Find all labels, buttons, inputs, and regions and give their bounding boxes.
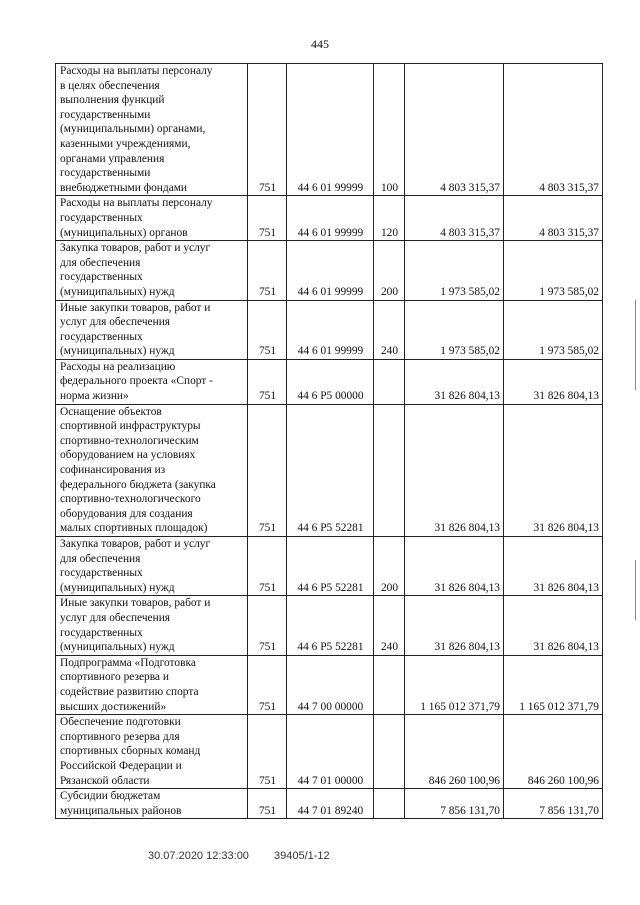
expense-type-code: 120 (374, 196, 405, 241)
description-line: Расходы на выплаты персоналу (60, 65, 213, 77)
expense-description (56, 655, 248, 714)
table-row (56, 655, 603, 714)
expense-type-code: 200 (374, 241, 405, 300)
footer-timestamp: 30.07.2020 12:33:00 (148, 850, 249, 862)
target-article-code: 44 6 P5 52281 (287, 404, 374, 536)
amount-executed: 4 803 315,37 (504, 64, 603, 196)
description-line: спортивно-технологического (60, 493, 201, 506)
expense-description (56, 404, 248, 536)
description-line: в целях обеспечения (60, 79, 160, 92)
description-line: Закупка товаров, работ и услуг (60, 242, 211, 255)
amount-approved: 1 973 585,02 (405, 241, 504, 300)
expense-type-code (374, 404, 405, 536)
table-row (56, 596, 603, 655)
description-line: содействие развитию спорта (60, 685, 199, 698)
description-line: Субсидии бюджетам (60, 790, 161, 803)
expense-type-code: 100 (374, 64, 405, 196)
table-row (56, 537, 603, 596)
description-line: казенными учреждениями, (60, 137, 191, 150)
expense-type-code (374, 715, 405, 789)
admin-code: 751 (248, 300, 287, 359)
table-row (56, 300, 603, 359)
amount-executed: 4 803 315,37 (504, 196, 603, 241)
scan-edge-mark (635, 560, 636, 620)
target-article-code: 44 7 00 00000 (287, 655, 374, 714)
amount-executed: 31 826 804,13 (504, 359, 603, 404)
admin-code: 751 (248, 196, 287, 241)
expense-description (56, 789, 248, 819)
description-line: (муниципальных) нужд (60, 285, 175, 298)
expense-description (56, 359, 248, 404)
expense-description (56, 596, 248, 655)
description-line: федерального проекта «Спорт - (60, 375, 213, 388)
description-line: для обеспечения (60, 256, 141, 269)
table-row (56, 715, 603, 789)
target-article-code: 44 7 01 89240 (287, 789, 374, 819)
target-article-code: 44 6 P5 00000 (287, 359, 374, 404)
description-line: малых спортивных площадок) (60, 522, 208, 535)
description-line: (муниципальными) органами, (60, 123, 206, 136)
target-article-code: 44 6 P5 52281 (287, 596, 374, 655)
target-article-code: 44 6 01 99999 (287, 241, 374, 300)
description-line: Расходы на реализацию (60, 360, 176, 373)
description-line: высших достижений» (60, 700, 167, 713)
description-line: (муниципальных) нужд (60, 581, 175, 594)
description-line: органами управления (60, 152, 165, 165)
amount-approved: 31 826 804,13 (405, 359, 504, 404)
amount-approved: 1 165 012 371,79 (405, 655, 504, 714)
footer-doc-code: 39405/1-12 (274, 850, 330, 862)
expense-type-code: 200 (374, 537, 405, 596)
target-article-code: 44 6 01 99999 (287, 300, 374, 359)
scan-edge-mark (635, 300, 636, 390)
expense-description (56, 241, 248, 300)
amount-executed: 846 260 100,96 (504, 715, 603, 789)
amount-approved: 31 826 804,13 (405, 596, 504, 655)
amount-approved: 31 826 804,13 (405, 537, 504, 596)
document-footer (148, 850, 352, 862)
table-row (56, 359, 603, 404)
description-line: муниципальных районов (60, 804, 182, 817)
target-article-code: 44 7 01 00000 (287, 715, 374, 789)
admin-code: 751 (248, 359, 287, 404)
expense-description (56, 537, 248, 596)
amount-approved: 4 803 315,37 (405, 196, 504, 241)
description-line: государственными (60, 108, 151, 121)
amount-executed: 1 973 585,02 (504, 300, 603, 359)
amount-approved: 31 826 804,13 (405, 404, 504, 536)
description-line: Обеспечение подготовки (60, 716, 181, 729)
description-line: государственных (60, 567, 143, 580)
description-line: спортивно-технологическим (60, 434, 199, 447)
description-line: государственных (60, 330, 143, 343)
description-line: оборудования для создания (60, 507, 193, 520)
description-line: услуг для обеспечения (60, 611, 171, 624)
table-row (56, 64, 603, 196)
target-article-code: 44 6 01 99999 (287, 196, 374, 241)
amount-executed: 31 826 804,13 (504, 596, 603, 655)
description-line: Подпрограмма «Подготовка (60, 656, 196, 669)
description-line: норма жизни» (60, 390, 129, 403)
admin-code: 751 (248, 655, 287, 714)
amount-executed: 1 165 012 371,79 (504, 655, 603, 714)
description-line: (муниципальных) органов (60, 226, 188, 239)
amount-executed: 7 856 131,70 (504, 789, 603, 819)
description-line: услуг для обеспечения (60, 316, 171, 329)
description-line: (муниципальных) нужд (60, 345, 175, 358)
description-line: спортивного резерва для (60, 730, 180, 743)
amount-approved: 1 973 585,02 (405, 300, 504, 359)
admin-code: 751 (248, 596, 287, 655)
admin-code: 751 (248, 789, 287, 819)
expense-type-code: 240 (374, 596, 405, 655)
description-line: государственных (60, 211, 143, 224)
description-line: государственных (60, 271, 143, 284)
description-line: для обеспечения (60, 552, 141, 565)
amount-executed: 31 826 804,13 (504, 537, 603, 596)
description-line: государственных (60, 626, 143, 639)
description-line: софинансирования из (60, 464, 166, 477)
description-line: спортивных сборных команд (60, 745, 201, 758)
admin-code: 751 (248, 537, 287, 596)
description-line: оборудованием на условиях (60, 449, 196, 462)
target-article-code: 44 6 P5 52281 (287, 537, 374, 596)
target-article-code: 44 6 01 99999 (287, 64, 374, 196)
amount-approved: 7 856 131,70 (405, 789, 504, 819)
description-line: Рязанской области (60, 774, 150, 787)
expense-description (56, 300, 248, 359)
amount-executed: 1 973 585,02 (504, 241, 603, 300)
admin-code: 751 (248, 64, 287, 196)
table-row (56, 789, 603, 819)
description-line: Расходы на выплаты персоналу (60, 197, 213, 210)
description-line: внебюджетными фондами (60, 181, 188, 194)
description-line: Оснащение объектов (60, 405, 162, 418)
amount-approved: 846 260 100,96 (405, 715, 504, 789)
budget-table-body (56, 64, 603, 819)
admin-code: 751 (248, 404, 287, 536)
description-line: выполнения функций (60, 94, 165, 107)
amount-executed: 31 826 804,13 (504, 404, 603, 536)
page-number: 445 (311, 37, 329, 51)
description-line: (муниципальных) нужд (60, 641, 175, 654)
description-line: спортивного резерва и (60, 671, 169, 684)
expense-type-code: 240 (374, 300, 405, 359)
expense-type-code (374, 359, 405, 404)
expense-description (56, 715, 248, 789)
expense-type-code (374, 789, 405, 819)
description-line: Закупка товаров, работ и услуг (60, 538, 211, 550)
expense-description (56, 196, 248, 241)
description-line: Российской Федерации и (60, 759, 182, 772)
description-line: Иные закупки товаров, работ и (60, 597, 211, 610)
admin-code: 751 (248, 241, 287, 300)
table-row (56, 196, 603, 241)
budget-table (55, 63, 603, 819)
description-line: государственными (60, 167, 151, 180)
table-row (56, 241, 603, 300)
table-row (56, 404, 603, 536)
expense-description (56, 64, 248, 196)
amount-approved: 4 803 315,37 (405, 64, 504, 196)
expense-type-code (374, 655, 405, 714)
description-line: спортивной инфраструктуры (60, 420, 201, 433)
description-line: Иные закупки товаров, работ и (60, 301, 211, 314)
description-line: федерального бюджета (закупка (60, 478, 216, 491)
admin-code: 751 (248, 715, 287, 789)
